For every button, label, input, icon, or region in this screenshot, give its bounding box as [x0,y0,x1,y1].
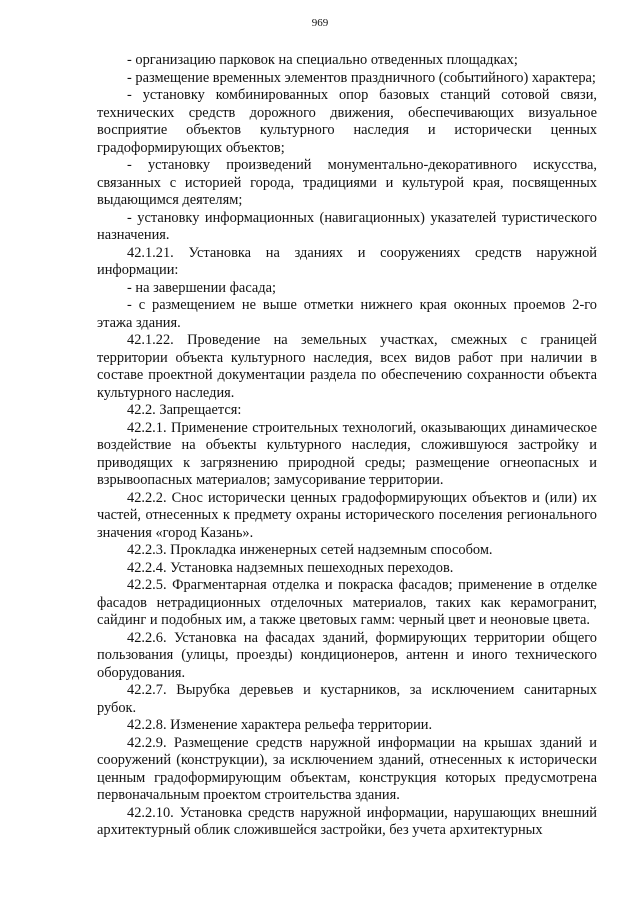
paragraph: 42.2.10. Установка средств наружной информации, нарушающих внешний архитектурный облик сложившейся застройки, без учета архитектурных [97,804,597,838]
paragraph: 42.2. Запрещается: [127,402,242,418]
paragraph: 42.2.4. Установка надземных пешеходных переходов. [127,559,454,576]
paragraph: 42.2.5. Фрагментарная отделка и покраска фасадов; применение в отделке фасадов нетрадиционных отделочных материалов, таких как керамогранит, сайдинг и подобных им, а также цветовых гамм: черный цвет и неоновые цвета. [97,577,597,628]
paragraph: - установку комбинированных опор базовых станций сотовой связи, технических средств дорожного движения, обеспечивающих визуальное восприятие объектов культурного наследия и исторически ценных градоформирующих объектов; [97,87,597,156]
paragraph: 42.2.2. Снос исторически ценных градоформирующих объектов и (или) их частей, отнесенных к предмету охраны исторического поселения регионального значения «город Казань». [97,489,597,541]
paragraph: 42.2.1. Применение строительных технологий, оказывающих динамическое воздействие на объекты культурного наследия, сложившуюся застройку и приводящих к загрязнению природной среды; размещение огнеопасных и взрывоопасных материалов; замусоривание территории. [97,419,597,488]
paragraph: - организацию парковок на специально отведенных площадках; [127,52,518,68]
paragraph: 42.1.22. Проведение на земельных участках, смежных с границей территории объекта культурного наследия, всех видов работ при наличии в составе проектной документации раздела по обеспечению сохранности объекта культурного наследия. [97,332,597,401]
paragraph: - установку произведений монументально-декоративного искусства, связанных с историей города, традициями и культурой края, посвященных выдающимся деятелям; [97,157,597,208]
paragraph: 42.2.8. Изменение характера рельефа территории. [127,717,433,733]
page-number: 969 [311,17,329,29]
paragraph: - на завершении фасада; [127,279,276,296]
paragraph: - размещение временных элементов праздничного (событийного) характера; [127,69,596,86]
paragraph: 42.2.9. Размещение средств наружной информации на крышах зданий и сооружений (конструкции), за исключением зданий, отнесенных к исторически ценным градоформирующим объектам, конструкция которых предусмотрена первоначальным проектом строительства здания. [97,734,597,803]
paragraph: - с размещением не выше отметки нижнего края оконных проемов 2-го этажа здания. [97,297,597,331]
paragraph: 42.2.3. Прокладка инженерных сетей надземным способом. [127,542,493,558]
paragraph: 42.2.7. Вырубка деревьев и кустарников, за исключением санитарных рубок. [97,682,597,716]
document-body [97,52,597,840]
paragraph: 42.1.21. Установка на зданиях и сооружениях средств наружной информации: [97,244,597,278]
paragraph: - установку информационных (навигационных) указателей туристического назначения. [97,209,597,243]
paragraph: 42.2.6. Установка на фасадах зданий, формирующих территории общего пользования (улицы, проезды) кондиционеров, антенн и иного технического оборудования. [97,629,597,681]
